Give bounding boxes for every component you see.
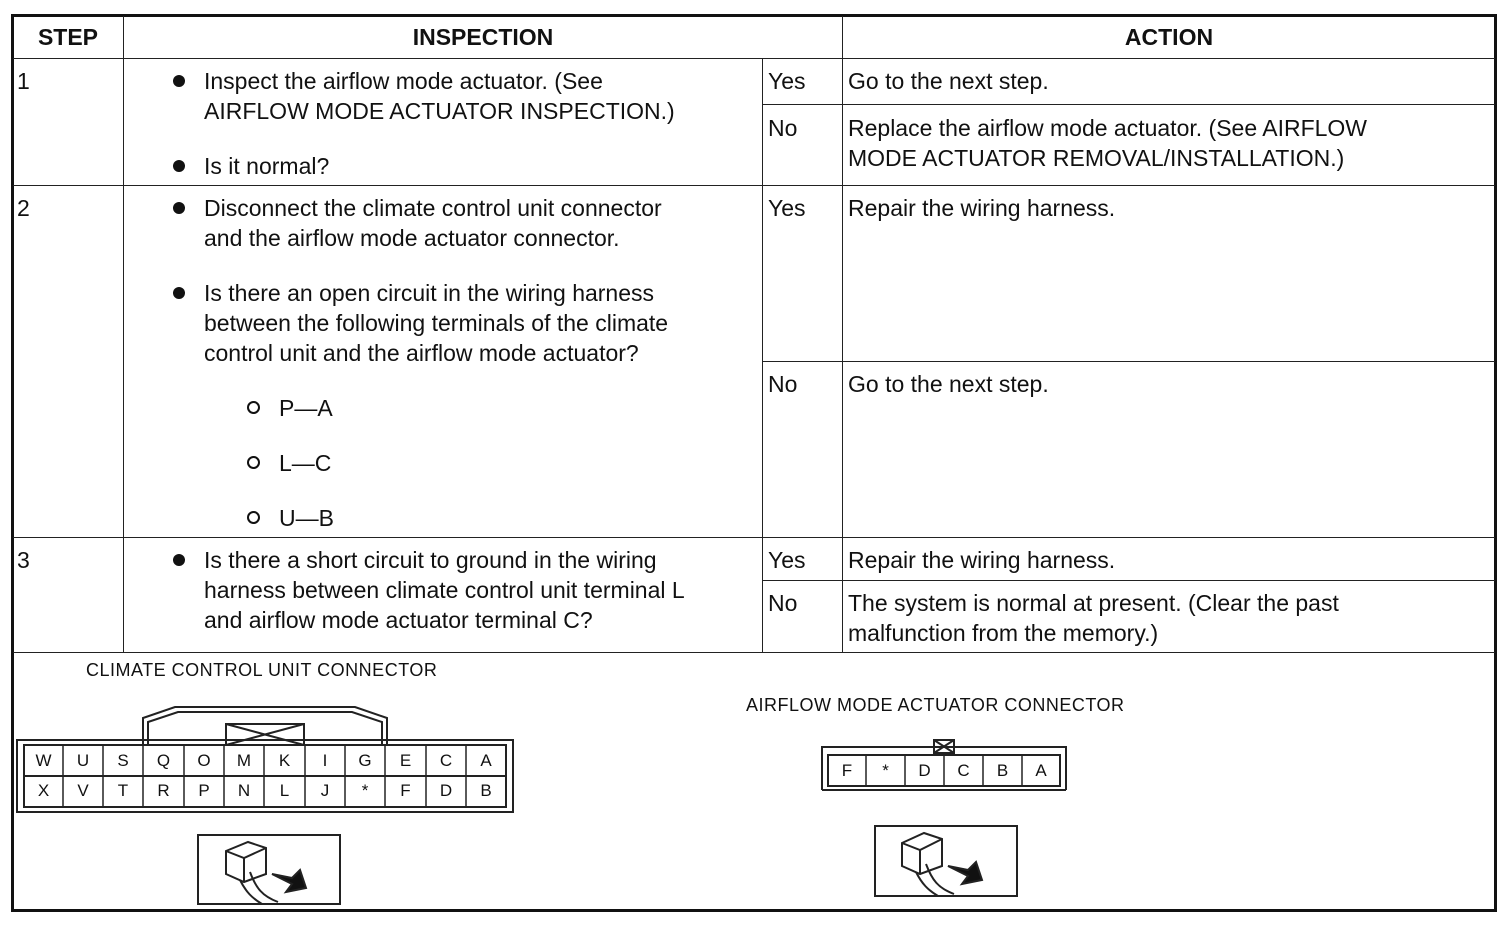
climate-pin: C: [439, 751, 453, 770]
climate-connector-caption: CLIMATE CONTROL UNIT CONNECTOR: [86, 660, 438, 680]
climate-pin: *: [361, 781, 369, 800]
climate-pin: T: [117, 781, 129, 800]
harness-side-view-icon: [875, 826, 1017, 896]
airflow-connector-caption: AIRFLOW MODE ACTUATOR CONNECTOR: [746, 695, 1125, 715]
no-label: No: [768, 590, 798, 616]
action-text: Repair the wiring harness.: [848, 547, 1116, 573]
climate-pin: V: [77, 781, 89, 800]
yes-label: Yes: [768, 68, 806, 94]
terminal-pair: P—A: [279, 395, 333, 421]
yes-label: Yes: [768, 195, 806, 221]
action-text: MODE ACTUATOR REMOVAL/INSTALLATION.): [848, 145, 1345, 171]
inspection-line: Is there a short circuit to ground in the wiring: [204, 547, 657, 573]
climate-pin: R: [157, 781, 170, 800]
climate-pin: Q: [156, 751, 171, 770]
airflow-pin: B: [996, 761, 1009, 780]
climate-pin: S: [117, 751, 129, 770]
climate-pin: N: [237, 781, 251, 800]
inspection-line: harness between climate control unit terminal L: [204, 577, 685, 603]
action-text: Replace the airflow mode actuator. (See AIRFLOW: [848, 115, 1368, 141]
inspection-line: control unit and the airflow mode actuator?: [204, 340, 639, 366]
yes-label: Yes: [768, 547, 806, 573]
terminal-pair: U—B: [279, 505, 334, 531]
inspection-line: Inspect the airflow mode actuator. (See: [204, 68, 603, 94]
step-number: 1: [17, 68, 30, 94]
inspection-line: and the airflow mode actuator connector.: [204, 225, 620, 251]
header-inspection: INSPECTION: [412, 24, 554, 50]
climate-pin: J: [320, 781, 330, 800]
climate-pin: I: [322, 751, 328, 770]
climate-pin: A: [480, 751, 492, 770]
inspection-line: and airflow mode actuator terminal C?: [204, 607, 593, 633]
climate-pin: O: [197, 751, 211, 770]
step-number: 3: [17, 547, 30, 573]
climate-pin: G: [358, 751, 372, 770]
header-action: ACTION: [1124, 24, 1214, 50]
climate-pin: D: [439, 781, 453, 800]
climate-pin: U: [76, 751, 90, 770]
harness-side-view-icon: [198, 835, 340, 904]
climate-pin: E: [399, 751, 412, 770]
airflow-pin: C: [957, 761, 970, 780]
climate-pin: X: [37, 781, 50, 800]
airflow-pin: A: [1035, 761, 1047, 780]
climate-pin: W: [35, 751, 52, 770]
climate-pin: M: [236, 751, 252, 770]
action-text: Repair the wiring harness.: [848, 195, 1116, 221]
inspection-line: between the following terminals of the climate: [204, 310, 669, 336]
climate-pin: L: [279, 781, 290, 800]
action-text: malfunction from the memory.): [848, 620, 1159, 646]
inspection-line: Is it normal?: [204, 153, 330, 179]
inspection-line: AIRFLOW MODE ACTUATOR INSPECTION.): [204, 98, 675, 124]
header-step: STEP: [37, 24, 99, 50]
action-text: The system is normal at present. (Clear the past: [848, 590, 1339, 616]
terminal-pair: L—C: [279, 450, 332, 476]
inspection-line: Is there an open circuit in the wiring harness: [204, 280, 655, 306]
climate-pin: K: [278, 751, 291, 770]
airflow-pin: F: [841, 761, 853, 780]
action-text: Go to the next step.: [848, 371, 1049, 397]
action-text: Go to the next step.: [848, 68, 1049, 94]
airflow-pin: *: [882, 761, 889, 780]
no-label: No: [768, 371, 798, 397]
climate-pin: B: [480, 781, 492, 800]
climate-pin: F: [400, 781, 411, 800]
climate-pin: P: [198, 781, 210, 800]
inspection-line: Disconnect the climate control unit connector: [204, 195, 662, 221]
airflow-pin: D: [918, 761, 931, 780]
step-number: 2: [17, 195, 30, 221]
no-label: No: [768, 115, 798, 141]
